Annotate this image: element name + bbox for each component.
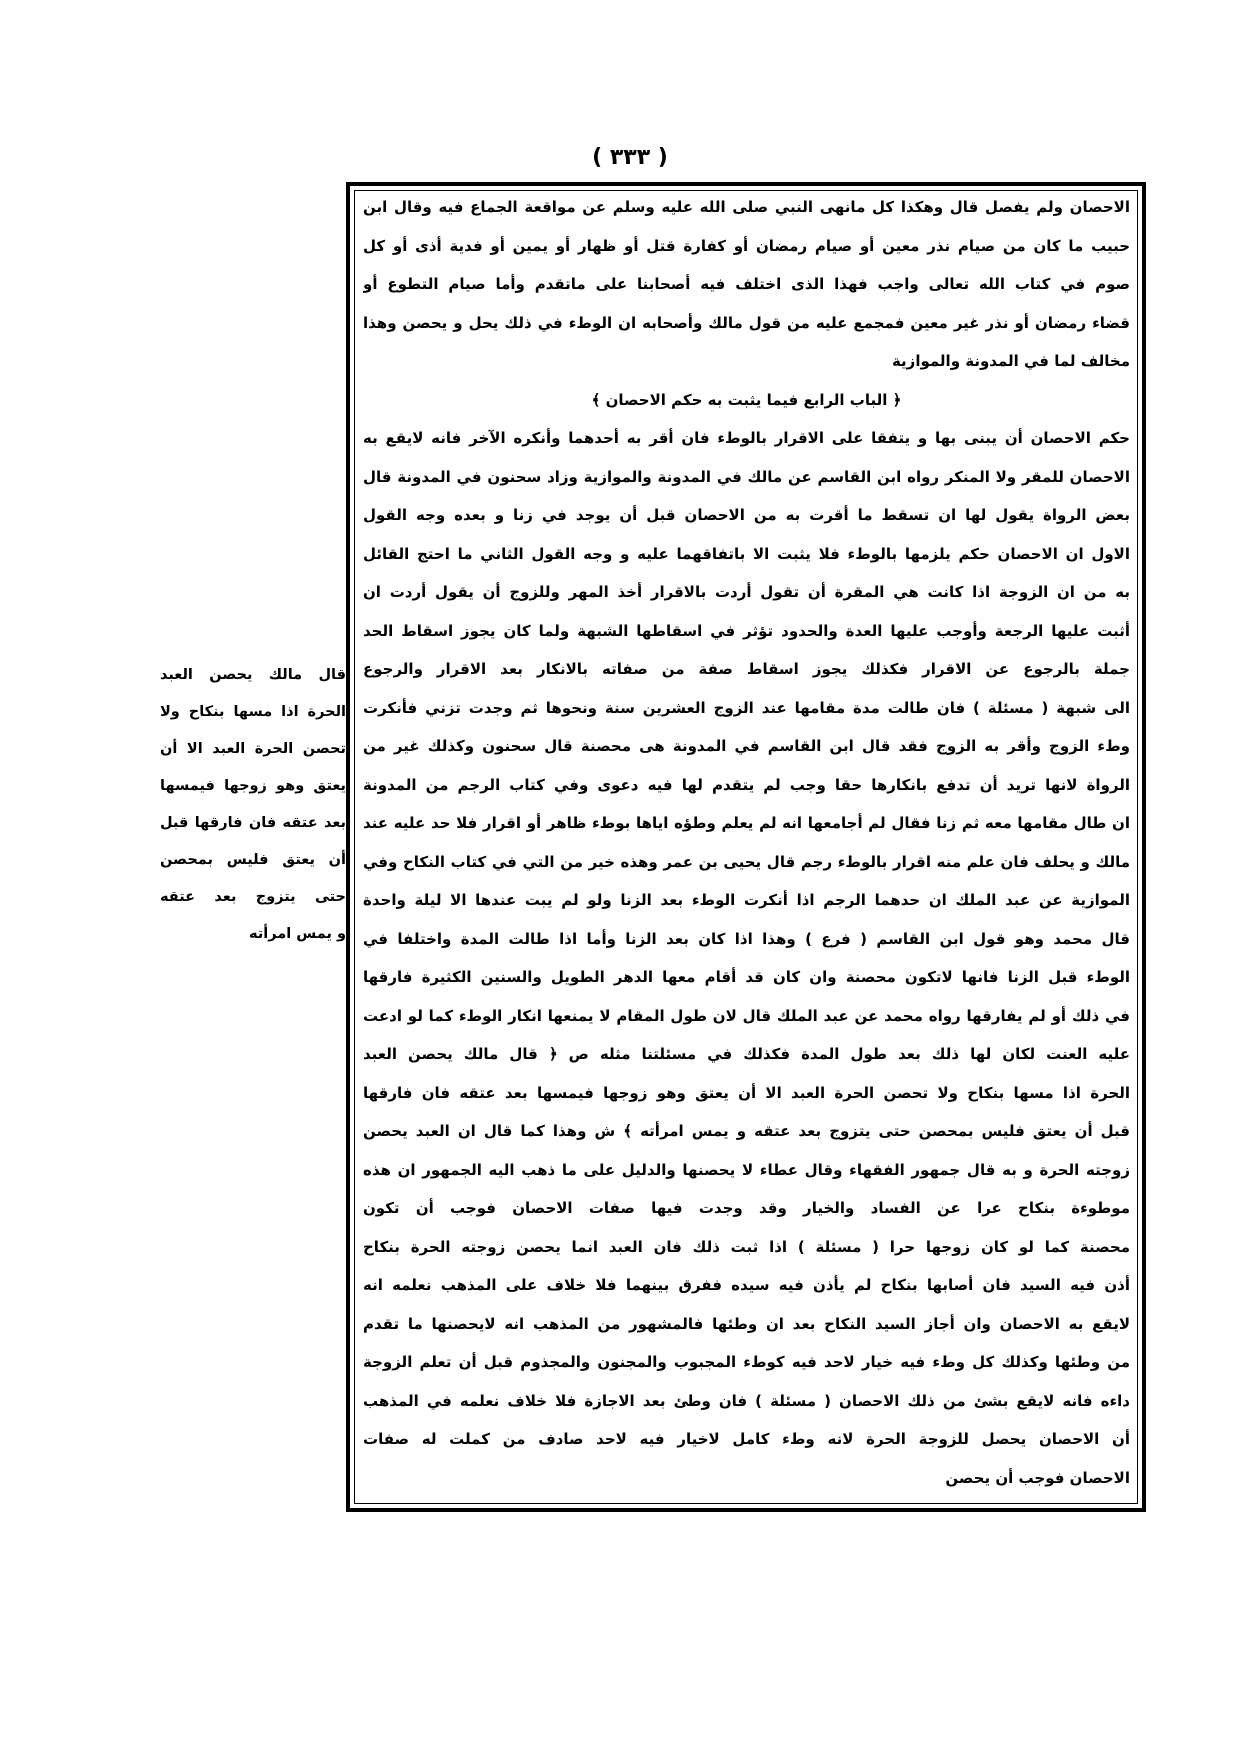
text-line: أثبت عليها الرجعة وأوجب عليها العدة والحدود تؤثر في اسقاطها الشبهة ولما كان يجوز اسقاط الحد [363,621,1130,640]
margin-note [160,657,346,953]
text-line: به من ان الزوجة اذا كانت هي المقرة أن تقول أردت بالاقرار أخذ المهر وللزوج أن يقول أردت ان [363,583,1130,601]
text-line: محصنة كما لو كان زوجها حرا ( مسئلة ) اذا ثبت ذلك فان العبد انما يحصن زوجته الحرة بنكاح [363,1237,1130,1256]
text-line: الى شبهة ( مسئلة ) فان طالت مدة مقامها عند الزوج العشرين سنة ونحوها ثم وجدت تزني فأنكرت [363,698,1130,717]
text-line: في ذلك أو لم يفارقها رواه محمد عن عبد الملك قال لان طول المقام لا يمنعها انكار الوطء كما لو ادعت [363,1006,1130,1025]
text-line: ان طال مقامها معه ثم زنا فقال لم أجامعها انه لم يعلم وطؤه اياها بوطء ظاهر أو اقرار فلا حد عليه عند [363,814,1130,832]
text-line: الموازية عن عبد الملك ان حدهما الرجم اذا أنكرت الوطء بعد الزنا ولو لم يبت عندها الا ليلة واحدة [363,891,1130,909]
text-line: حبيب ما كان من صيام نذر معين أو صيام رمضان أو كفارة قتل أو ظهار أو يمين أو فدية أذى أو كل [363,236,1130,255]
main-text-block [363,188,1130,1497]
text-line: قبل أن يعتق فليس بمحصن حتى يتزوج بعد عتقه و يمس امرأته ﴾ ش وهذا كما قال ان العبد يحصن [363,1122,1130,1140]
text-line: لايقع به الاحصان وان أجاز السيد النكاح بعد ان وطئها فالمشهور من المذهب انه لايحصنها ما تقدم [363,1314,1130,1333]
text-line: الاحصان ولم يفصل قال وهكذا كل مانهى النبي صلى الله عليه وسلم عن مواقعة الجماع فيه وقال ابن [363,198,1130,216]
text-line: قضاء رمضان أو نذر غير معين فمجمع عليه من قول مالك وأصحابه ان الوطء في ذلك يحل و يحصن وهذا [363,313,1130,332]
margin-note-line: قال مالك يحصن العبد [160,667,346,683]
text-line: حكم الاحصان أن يبنى بها و يتفقا على الاقرار بالوطء فان أقر به أحدهما وأنكره الآخر فانه لايقع به [363,429,1130,447]
text-line: الحرة اذا مسها بنكاح ولا تحصن الحرة العبد الا أن يعتق وهو زوجها فيمسها بعد عتقه فان فارقها [363,1083,1130,1102]
margin-note-line: تحصن الحرة العبد الا أن [160,741,346,757]
margin-note-line: بعد عتقه فان فارقها قبل [160,815,346,831]
text-line: الاحصان فوجب أن يحصن [945,1468,1130,1487]
text-line: صوم في كتاب الله تعالى واجب فهذا الذى اختلف فيه أصحابنا على ماتقدم وأما صيام التطوع أو [363,275,1130,293]
margin-note-line: يعتق وهو زوجها فيمسها [160,778,346,794]
page-number: ( ٣٣٣ ) [592,145,668,170]
margin-note-line: و يمس امرأته [249,926,346,942]
text-line: جملة بالرجوع عن الاقرار فكذلك يجوز اسقاط صفة من صفاته بالانكار بعد الاقرار والرجوع [363,660,1130,678]
text-line: قال محمد وهو قول ابن القاسم ( فرع ) وهذا اذا كان بعد الزنا وأما اذا طالت المدة واختلفا في [363,929,1130,948]
text-line: الاول ان الاحصان حكم يلزمها بالوطء فلا يثبت الا باتفاقهما عليه و وجه القول الثاني ما احتج القائل [363,544,1130,563]
text-line: داءه فانه لايقع بشئ من ذلك الاحصان ( مسئلة ) فان وطئ بعد الاجازة فلا خلاف نعلمه في المذهب [363,1391,1130,1410]
text-line: وطء الزوج وأقر به الزوج فقد قال ابن القاسم في المدونة هى محصنة قال سحنون وكذلك غير من [363,737,1130,755]
text-line: الرواة لانها تريد أن تدفع بانكارها حقا وجب لم يتقدم لها فيه دعوى وفي كتاب الرجم من المدونة [363,775,1130,794]
text-line: موطوءة بنكاح عرا عن الفساد والخيار وقد وجدت فيها صفات الاحصان فوجب أن تكون [363,1199,1130,1217]
text-line: أن الاحصان يحصل للزوجة الحرة لانه وطء كامل لاخيار فيه لاحد صادف من كملت له صفات [363,1430,1130,1448]
text-line: من وطئها وكذلك كل وطء فيه خيار لاحد فيه كوطء المجبوب والمجنون والمجذوم قبل أن تعلم الزوجة [363,1353,1130,1371]
text-line: عليه العنت لكان لها ذلك بعد طول المدة فكذلك في مسئلتنا مثله ص ﴿ قال مالك يحصن العبد [363,1045,1130,1063]
text-line: مالك و يحلف فان علم منه اقرار بالوطء رجم قال يحيى بن عمر وهذه خير من التي في كتاب النكاح وفي [363,852,1130,871]
text-line: الاحصان للمقر ولا المنكر رواه ابن القاسم عن مالك في المدونة والموازية وزاد سحنون في المدونة قال [363,467,1130,486]
margin-note-line: الحرة اذا مسها بنكاح ولا [160,704,346,720]
chapter-heading: ﴿ الباب الرابع فيما يثبت به حكم الاحصان ﴾ [591,390,902,409]
text-line: مخالف لما في المدونة والموازية [891,352,1130,370]
text-line: بعض الرواة يقول لها ان تسقط ما أقرت به من الاحصان قبل أن يوجد في زنا و بعده وجه القول [363,506,1130,524]
margin-note-line: أن يعتق فليس بمحصن [160,852,346,868]
margin-note-line: حتى يتزوج بعد عتقه [160,889,346,905]
text-line: أذن فيه السيد فان أصابها بنكاح لم يأذن فيه سيده ففرق بينهما فلا خلاف على المذهب نعلمه انه [363,1276,1130,1294]
text-line: زوجته الحرة و به قال جمهور الفقهاء وقال عطاء لا يحصنها والدليل على ما ذهب اليه الجمهور ان هذه [363,1160,1130,1179]
text-line: الوطء قبل الزنا فانها لاتكون محصنة وان كان قد أقام معها الدهر الطويل والسنين الكثيرة فارقها [363,968,1130,986]
